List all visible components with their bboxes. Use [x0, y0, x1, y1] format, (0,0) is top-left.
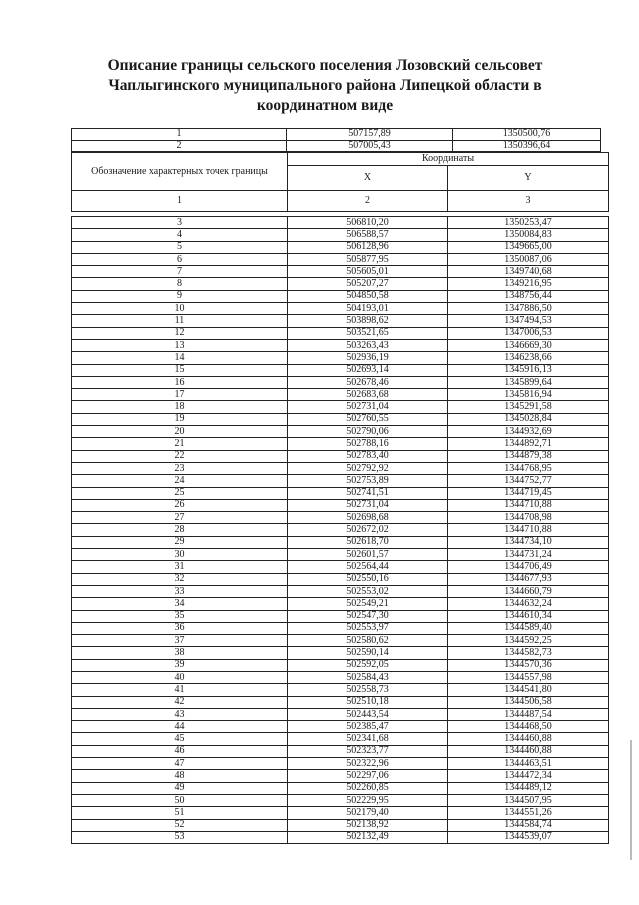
x-coordinate-cell: 504850,58 — [288, 290, 448, 302]
point-number-cell: 26 — [72, 499, 288, 511]
x-coordinate-cell: 502553,97 — [288, 622, 448, 634]
x-coordinate-cell: 502601,57 — [288, 549, 448, 561]
x-coordinate-cell: 507157,89 — [287, 129, 453, 141]
y-coordinate-cell: 1344752,77 — [448, 475, 609, 487]
point-number-cell: 27 — [72, 512, 288, 524]
point-number-cell: 34 — [72, 598, 288, 610]
x-coordinate-cell: 502547,30 — [288, 610, 448, 622]
table-row — [72, 549, 609, 561]
x-coordinate-cell: 502683,68 — [288, 389, 448, 401]
table-row — [72, 782, 609, 794]
x-coordinate-cell: 502553,02 — [288, 585, 448, 597]
y-coordinate-cell: 1344768,95 — [448, 462, 609, 474]
point-number-cell: 45 — [72, 733, 288, 745]
table-row — [72, 512, 609, 524]
top-coordinates-table — [71, 128, 601, 152]
point-number-cell: 23 — [72, 462, 288, 474]
point-number-cell: 47 — [72, 758, 288, 770]
x-coordinate-cell: 502323,77 — [288, 745, 448, 757]
y-coordinate-cell: 1344507,95 — [448, 794, 609, 806]
table-row — [72, 708, 609, 720]
table-header — [71, 152, 609, 212]
table-row — [72, 413, 609, 425]
table-row — [72, 140, 601, 152]
table-row — [72, 364, 609, 376]
y-coordinate-cell: 1344632,24 — [448, 598, 609, 610]
header-point-label: Обозначение характерных точек границы — [72, 153, 288, 191]
y-coordinate-cell: 1344879,38 — [448, 450, 609, 462]
y-coordinate-cell: 1344460,88 — [448, 733, 609, 745]
table-row — [72, 315, 609, 327]
x-coordinate-cell: 505605,01 — [288, 266, 448, 278]
table-row — [72, 733, 609, 745]
x-coordinate-cell: 502549,21 — [288, 598, 448, 610]
x-coordinate-cell: 502698,68 — [288, 512, 448, 524]
point-number-cell: 46 — [72, 745, 288, 757]
x-coordinate-cell: 502564,44 — [288, 561, 448, 573]
point-number-cell: 1 — [72, 129, 287, 141]
x-coordinate-cell: 502341,68 — [288, 733, 448, 745]
table-row — [72, 794, 609, 806]
table-row — [72, 561, 609, 573]
table-row — [72, 573, 609, 585]
table-row — [72, 770, 609, 782]
point-number-cell: 37 — [72, 635, 288, 647]
table-row — [72, 253, 609, 265]
y-coordinate-cell: 1344570,36 — [448, 659, 609, 671]
table-row — [72, 352, 609, 364]
x-coordinate-cell: 502510,18 — [288, 696, 448, 708]
table-row — [72, 610, 609, 622]
header-y-label: Y — [448, 166, 609, 191]
y-coordinate-cell: 1344710,88 — [448, 499, 609, 511]
table-row — [72, 450, 609, 462]
point-number-cell: 16 — [72, 376, 288, 388]
x-coordinate-cell: 502443,54 — [288, 708, 448, 720]
x-coordinate-cell: 502760,55 — [288, 413, 448, 425]
title-line-1: Описание границы сельского поселения Лозовский сельсовет — [107, 57, 543, 74]
x-coordinate-cell: 502678,46 — [288, 376, 448, 388]
x-coordinate-cell: 507005,43 — [287, 140, 453, 152]
y-coordinate-cell: 1344463,51 — [448, 758, 609, 770]
x-coordinate-cell: 502590,14 — [288, 647, 448, 659]
header-x-label: X — [288, 166, 448, 191]
point-number-cell: 8 — [72, 278, 288, 290]
y-coordinate-cell: 1349216,95 — [448, 278, 609, 290]
x-coordinate-cell: 503521,65 — [288, 327, 448, 339]
point-number-cell: 39 — [72, 659, 288, 671]
table-row — [72, 536, 609, 548]
point-number-cell: 14 — [72, 352, 288, 364]
x-coordinate-cell: 502618,70 — [288, 536, 448, 548]
x-coordinate-cell: 506810,20 — [288, 217, 448, 229]
table-row — [72, 684, 609, 696]
table-row — [72, 659, 609, 671]
x-coordinate-cell: 505877,95 — [288, 253, 448, 265]
point-number-cell: 30 — [72, 549, 288, 561]
y-coordinate-cell: 1344592,25 — [448, 635, 609, 647]
table-row — [72, 585, 609, 597]
table-row — [72, 217, 609, 229]
y-coordinate-cell: 1344731,24 — [448, 549, 609, 561]
x-coordinate-cell: 502693,14 — [288, 364, 448, 376]
y-coordinate-cell: 1350396,64 — [453, 140, 601, 152]
point-number-cell: 31 — [72, 561, 288, 573]
x-coordinate-cell: 502385,47 — [288, 721, 448, 733]
x-coordinate-cell: 502138,92 — [288, 819, 448, 831]
y-coordinate-cell: 1344710,88 — [448, 524, 609, 536]
y-coordinate-cell: 1347886,50 — [448, 303, 609, 315]
point-number-cell: 9 — [72, 290, 288, 302]
point-number-cell: 13 — [72, 339, 288, 351]
y-coordinate-cell: 1344551,26 — [448, 807, 609, 819]
point-number-cell: 51 — [72, 807, 288, 819]
x-coordinate-cell: 502550,16 — [288, 573, 448, 585]
y-coordinate-cell: 1345916,13 — [448, 364, 609, 376]
y-coordinate-cell: 1344719,45 — [448, 487, 609, 499]
table-row — [72, 438, 609, 450]
table-row — [72, 696, 609, 708]
y-coordinate-cell: 1347006,53 — [448, 327, 609, 339]
point-number-cell: 6 — [72, 253, 288, 265]
x-coordinate-cell: 502790,06 — [288, 426, 448, 438]
y-coordinate-cell: 1346669,30 — [448, 339, 609, 351]
table-row — [72, 598, 609, 610]
y-coordinate-cell: 1344932,69 — [448, 426, 609, 438]
table-row — [72, 671, 609, 683]
y-coordinate-cell: 1345816,94 — [448, 389, 609, 401]
point-number-cell: 15 — [72, 364, 288, 376]
table-row — [72, 266, 609, 278]
x-coordinate-cell: 506588,57 — [288, 229, 448, 241]
x-coordinate-cell: 502792,92 — [288, 462, 448, 474]
x-coordinate-cell: 502584,43 — [288, 671, 448, 683]
point-number-cell: 40 — [72, 671, 288, 683]
point-number-cell: 33 — [72, 585, 288, 597]
x-coordinate-cell: 502132,49 — [288, 831, 448, 843]
y-coordinate-cell: 1344472,34 — [448, 770, 609, 782]
point-number-cell: 36 — [72, 622, 288, 634]
point-number-cell: 2 — [72, 140, 287, 152]
table-row — [72, 426, 609, 438]
y-coordinate-cell: 1349665,00 — [448, 241, 609, 253]
y-coordinate-cell: 1344541,80 — [448, 684, 609, 696]
table-row — [72, 462, 609, 474]
y-coordinate-cell: 1344582,73 — [448, 647, 609, 659]
point-number-cell: 28 — [72, 524, 288, 536]
y-coordinate-cell: 1345291,58 — [448, 401, 609, 413]
point-number-cell: 43 — [72, 708, 288, 720]
point-number-cell: 49 — [72, 782, 288, 794]
table-row — [72, 831, 609, 843]
x-coordinate-cell: 502731,04 — [288, 499, 448, 511]
y-coordinate-cell: 1350500,76 — [453, 129, 601, 141]
point-number-cell: 50 — [72, 794, 288, 806]
table-row — [72, 622, 609, 634]
table-row — [72, 524, 609, 536]
x-coordinate-cell: 502229,95 — [288, 794, 448, 806]
y-coordinate-cell: 1344487,54 — [448, 708, 609, 720]
table-row — [72, 241, 609, 253]
point-number-cell: 4 — [72, 229, 288, 241]
point-number-cell: 35 — [72, 610, 288, 622]
table-row — [72, 278, 609, 290]
point-number-cell: 5 — [72, 241, 288, 253]
table-row — [72, 327, 609, 339]
y-coordinate-cell: 1349740,68 — [448, 266, 609, 278]
point-number-cell: 44 — [72, 721, 288, 733]
x-coordinate-cell: 502260,85 — [288, 782, 448, 794]
point-number-cell: 20 — [72, 426, 288, 438]
y-coordinate-cell: 1348756,44 — [448, 290, 609, 302]
x-coordinate-cell: 502788,16 — [288, 438, 448, 450]
title-line-3: координатном виде — [256, 97, 394, 114]
x-coordinate-cell: 502936,19 — [288, 352, 448, 364]
y-coordinate-cell: 1344539,07 — [448, 831, 609, 843]
y-coordinate-cell: 1344506,58 — [448, 696, 609, 708]
point-number-cell: 53 — [72, 831, 288, 843]
y-coordinate-cell: 1350253,47 — [448, 217, 609, 229]
point-number-cell: 18 — [72, 401, 288, 413]
table-row — [72, 290, 609, 302]
point-number-cell: 29 — [72, 536, 288, 548]
table-row — [72, 401, 609, 413]
y-coordinate-cell: 1350087,06 — [448, 253, 609, 265]
table-row — [72, 647, 609, 659]
x-coordinate-cell: 502741,51 — [288, 487, 448, 499]
page-edge-mark — [630, 740, 632, 860]
point-number-cell: 22 — [72, 450, 288, 462]
header-col-number-2: 2 — [288, 191, 448, 212]
x-coordinate-cell: 503263,43 — [288, 339, 448, 351]
header-col-number-1: 1 — [72, 191, 288, 212]
point-number-cell: 24 — [72, 475, 288, 487]
y-coordinate-cell: 1344677,93 — [448, 573, 609, 585]
x-coordinate-cell: 502558,73 — [288, 684, 448, 696]
y-coordinate-cell: 1347494,53 — [448, 315, 609, 327]
y-coordinate-cell: 1345899,64 — [448, 376, 609, 388]
coordinates-table — [71, 216, 609, 844]
point-number-cell: 17 — [72, 389, 288, 401]
table-row — [72, 376, 609, 388]
point-number-cell: 10 — [72, 303, 288, 315]
table-row — [72, 635, 609, 647]
title-line-2: Чаплыгинского муниципального района Липецкой области в — [108, 77, 542, 94]
table-row — [72, 758, 609, 770]
x-coordinate-cell: 502297,06 — [288, 770, 448, 782]
table-row — [72, 389, 609, 401]
y-coordinate-cell: 1350084,83 — [448, 229, 609, 241]
point-number-cell: 11 — [72, 315, 288, 327]
table-row — [72, 819, 609, 831]
point-number-cell: 32 — [72, 573, 288, 585]
x-coordinate-cell: 502731,04 — [288, 401, 448, 413]
document-title — [95, 56, 555, 116]
y-coordinate-cell: 1344610,34 — [448, 610, 609, 622]
x-coordinate-cell: 502753,89 — [288, 475, 448, 487]
table-row — [72, 129, 601, 141]
point-number-cell: 48 — [72, 770, 288, 782]
table-row — [72, 303, 609, 315]
point-number-cell: 19 — [72, 413, 288, 425]
point-number-cell: 25 — [72, 487, 288, 499]
y-coordinate-cell: 1344589,40 — [448, 622, 609, 634]
y-coordinate-cell: 1344557,98 — [448, 671, 609, 683]
table-row — [72, 475, 609, 487]
y-coordinate-cell: 1344660,79 — [448, 585, 609, 597]
table-row — [72, 499, 609, 511]
y-coordinate-cell: 1344468,50 — [448, 721, 609, 733]
point-number-cell: 42 — [72, 696, 288, 708]
point-number-cell: 12 — [72, 327, 288, 339]
header-coordinates-label: Координаты — [288, 153, 609, 166]
y-coordinate-cell: 1344892,71 — [448, 438, 609, 450]
point-number-cell: 38 — [72, 647, 288, 659]
x-coordinate-cell: 502322,96 — [288, 758, 448, 770]
x-coordinate-cell: 502592,05 — [288, 659, 448, 671]
y-coordinate-cell: 1344708,98 — [448, 512, 609, 524]
header-col-number-3: 3 — [448, 191, 609, 212]
y-coordinate-cell: 1346238,66 — [448, 352, 609, 364]
x-coordinate-cell: 502179,40 — [288, 807, 448, 819]
point-number-cell: 7 — [72, 266, 288, 278]
x-coordinate-cell: 506128,96 — [288, 241, 448, 253]
x-coordinate-cell: 505207,27 — [288, 278, 448, 290]
y-coordinate-cell: 1345028,84 — [448, 413, 609, 425]
y-coordinate-cell: 1344460,88 — [448, 745, 609, 757]
table-row — [72, 487, 609, 499]
point-number-cell: 21 — [72, 438, 288, 450]
table-row — [72, 229, 609, 241]
y-coordinate-cell: 1344706,49 — [448, 561, 609, 573]
x-coordinate-cell: 503898,62 — [288, 315, 448, 327]
y-coordinate-cell: 1344734,10 — [448, 536, 609, 548]
point-number-cell: 41 — [72, 684, 288, 696]
x-coordinate-cell: 502580,62 — [288, 635, 448, 647]
x-coordinate-cell: 502672,02 — [288, 524, 448, 536]
table-row — [72, 745, 609, 757]
x-coordinate-cell: 504193,01 — [288, 303, 448, 315]
table-row — [72, 339, 609, 351]
point-number-cell: 3 — [72, 217, 288, 229]
y-coordinate-cell: 1344489,12 — [448, 782, 609, 794]
y-coordinate-cell: 1344584,74 — [448, 819, 609, 831]
table-row — [72, 807, 609, 819]
table-row — [72, 721, 609, 733]
x-coordinate-cell: 502783,40 — [288, 450, 448, 462]
point-number-cell: 52 — [72, 819, 288, 831]
